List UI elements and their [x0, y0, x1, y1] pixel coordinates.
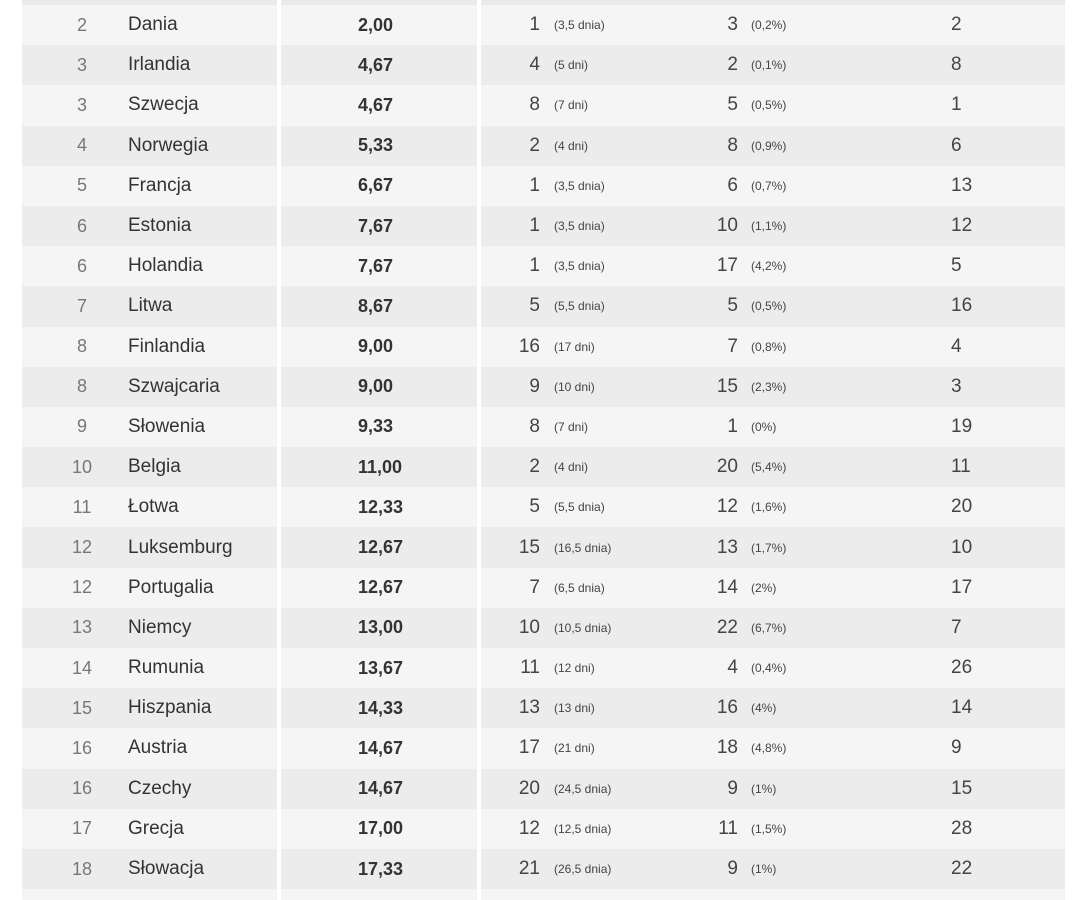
table-row [22, 849, 1065, 889]
country-cell: Portugalia [128, 576, 214, 598]
score-cell: 14,67 [358, 737, 404, 758]
metric2-rank-cell: 15 [716, 375, 738, 397]
score-cell: 9,00 [358, 376, 394, 397]
metric2-note-cell: (1,5%) [751, 821, 787, 836]
ranking-table [22, 0, 1065, 900]
country-cell: Litwa [128, 295, 173, 317]
country-cell: Szwecja [128, 94, 199, 116]
metric2-rank-cell: 5 [727, 94, 738, 116]
metric2-note-cell: (1,6%) [751, 500, 787, 515]
metric2-note-cell: (0%) [751, 419, 777, 434]
metric2-rank-cell: 18 [716, 737, 738, 759]
metric1-note-cell: (24,5 dnia) [554, 781, 612, 796]
metric3-rank-cell: 8 [951, 54, 962, 76]
metric1-rank-cell: 17 [518, 737, 540, 759]
metric1-note-cell: (12 dni) [554, 661, 595, 676]
metric2-note-cell: (4,2%) [751, 259, 787, 274]
metric2-note-cell: (0,7%) [751, 178, 787, 193]
rank-cell: 3 [76, 94, 87, 115]
score-cell: 8,67 [358, 295, 394, 316]
metric2-note-cell: (2%) [751, 580, 777, 595]
rank-cell: 6 [76, 255, 87, 276]
table-row [22, 286, 1065, 326]
table-row [22, 166, 1065, 206]
metric2-note-cell: (1,7%) [751, 540, 787, 555]
metric2-note-cell: (0,5%) [751, 299, 787, 314]
metric1-note-cell: (26,5 dnia) [554, 862, 612, 877]
metric2-note-cell: (0,2%) [751, 18, 787, 33]
rank-cell: 16 [71, 737, 93, 758]
metric1-note-cell: (7 dni) [554, 419, 589, 434]
country-cell: Luksemburg [128, 536, 233, 558]
rank-cell: 11 [72, 496, 92, 517]
metric3-rank-cell: 22 [951, 858, 973, 880]
column-divider [477, 0, 481, 900]
country-cell: Czechy [128, 777, 192, 799]
country-cell: Łotwa [128, 496, 179, 518]
score-cell: 9,33 [358, 416, 394, 437]
table-row [22, 206, 1065, 246]
country-cell: Słowacja [128, 858, 205, 880]
metric1-rank-cell: 1 [529, 174, 540, 196]
metric3-rank-cell: 20 [951, 496, 973, 518]
metric2-note-cell: (0,4%) [751, 661, 787, 676]
metric2-rank-cell: 8 [727, 134, 738, 156]
score-cell: 12,33 [358, 496, 404, 517]
metric1-rank-cell: 2 [529, 134, 540, 156]
metric3-rank-cell: 10 [951, 536, 973, 558]
table-body [22, 5, 1065, 900]
metric2-rank-cell: 9 [727, 777, 738, 799]
score-cell: 7,67 [358, 215, 394, 236]
country-cell: Austria [128, 737, 188, 759]
metric1-note-cell: (21 dni) [554, 741, 595, 756]
table-row [22, 407, 1065, 447]
table-row [22, 728, 1065, 768]
metric2-note-cell: (1,1%) [751, 219, 787, 234]
metric3-rank-cell: 14 [951, 697, 973, 719]
country-cell: Słowenia [128, 415, 206, 437]
rank-cell: 12 [71, 577, 93, 598]
metric3-rank-cell: 9 [951, 737, 962, 759]
metric1-rank-cell: 5 [529, 295, 540, 317]
country-cell: Francja [128, 174, 192, 196]
metric1-rank-cell: 4 [529, 54, 540, 76]
metric1-rank-cell: 1 [529, 215, 540, 237]
metric3-rank-cell: 19 [951, 415, 973, 437]
metric2-rank-cell: 22 [716, 616, 738, 638]
metric2-rank-cell: 1 [727, 415, 738, 437]
table-row [22, 568, 1065, 608]
table-row [22, 809, 1065, 849]
country-cell: Norwegia [128, 134, 209, 156]
metric1-rank-cell: 8 [529, 94, 540, 116]
rank-cell: 18 [71, 858, 93, 879]
table-row [22, 327, 1065, 367]
rank-cell: 15 [71, 697, 93, 718]
metric3-rank-cell: 26 [951, 657, 973, 679]
rank-cell: 16 [71, 778, 93, 799]
country-cell: Irlandia [128, 54, 191, 76]
metric1-note-cell: (7 dni) [554, 98, 589, 113]
score-cell: 7,67 [358, 255, 394, 276]
country-cell: Hiszpania [128, 697, 212, 719]
metric1-note-cell: (5,5 dnia) [554, 299, 605, 314]
metric1-note-cell: (5 dni) [554, 58, 589, 73]
score-cell: 12,67 [358, 537, 404, 558]
metric3-rank-cell: 13 [951, 174, 973, 196]
score-cell: 5,33 [358, 135, 394, 156]
metric2-note-cell: (0,1%) [751, 58, 787, 73]
metric1-rank-cell: 15 [518, 536, 540, 558]
metric1-rank-cell: 10 [518, 616, 540, 638]
rank-cell: 14 [71, 657, 93, 678]
metric1-note-cell: (10 dni) [554, 379, 595, 394]
metric3-rank-cell: 11 [951, 456, 971, 478]
table-row [22, 45, 1065, 85]
table-row [22, 126, 1065, 166]
score-cell: 17,00 [358, 818, 404, 839]
table-row [22, 527, 1065, 567]
country-cell: Estonia [128, 215, 192, 237]
rank-cell: 6 [76, 215, 87, 236]
score-cell: 12,67 [358, 577, 404, 598]
score-cell: 6,67 [358, 175, 394, 196]
metric2-note-cell: (5,4%) [751, 460, 787, 475]
rank-cell: 10 [71, 456, 93, 477]
metric2-note-cell: (0,5%) [751, 98, 787, 113]
metric1-note-cell: (4 dni) [554, 460, 589, 475]
metric2-rank-cell: 6 [727, 174, 738, 196]
metric3-rank-cell: 16 [951, 295, 973, 317]
metric1-rank-cell: 20 [518, 777, 540, 799]
metric1-note-cell: (17 dni) [554, 339, 595, 354]
score-cell: 14,33 [358, 697, 404, 718]
metric3-rank-cell: 3 [951, 375, 962, 397]
metric3-rank-cell: 2 [951, 14, 962, 36]
metric2-rank-cell: 10 [716, 215, 738, 237]
metric1-rank-cell: 1 [529, 255, 540, 277]
score-cell: 17,33 [358, 858, 404, 879]
table-row [22, 769, 1065, 809]
score-cell: 13,00 [358, 617, 404, 638]
metric1-rank-cell [482, 889, 540, 900]
score-cell: 11,00 [358, 456, 403, 477]
metric1-note-cell: (5,5 dnia) [554, 500, 605, 515]
metric1-note-cell: (16,5 dnia) [554, 540, 612, 555]
metric3-rank-cell: 28 [951, 817, 973, 839]
metric2-note-cell: (6,7%) [751, 620, 787, 635]
metric2-rank-cell: 13 [716, 536, 738, 558]
metric2-rank-cell: 9 [727, 858, 738, 880]
table-row [22, 648, 1065, 688]
metric2-rank-cell: 11 [718, 817, 738, 839]
metric2-note-cell: (0,9%) [751, 138, 787, 153]
rank-cell [22, 889, 142, 900]
metric1-note-cell: (10,5 dnia) [554, 620, 612, 635]
metric3-rank-cell: 1 [951, 94, 962, 116]
metric2-note-cell: (1%) [751, 781, 777, 796]
metric1-rank-cell: 5 [529, 496, 540, 518]
metric1-note-cell: (12,5 dnia) [554, 821, 612, 836]
metric2-note-cell: (2,3%) [751, 379, 787, 394]
metric3-rank-cell: 17 [951, 576, 973, 598]
rank-cell: 8 [76, 336, 87, 357]
metric1-note-cell: (4 dni) [554, 138, 589, 153]
metric1-note-cell: (3,5 dnia) [554, 18, 605, 33]
metric1-rank-cell: 2 [529, 456, 540, 478]
country-cell: Grecja [128, 817, 184, 839]
metric2-rank-cell: 16 [716, 697, 738, 719]
country-cell: Dania [128, 14, 178, 36]
rank-cell: 3 [76, 54, 87, 75]
table-row [22, 85, 1065, 125]
metric1-rank-cell: 11 [520, 657, 540, 679]
metric2-rank-cell: 2 [727, 54, 738, 76]
metric1-rank-cell: 12 [518, 817, 540, 839]
metric1-note-cell: (3,5 dnia) [554, 178, 605, 193]
table-row [22, 889, 1065, 900]
rank-cell: 2 [76, 14, 87, 35]
table-row [22, 487, 1065, 527]
metric3-rank-cell: 7 [951, 616, 962, 638]
metric2-rank-cell: 14 [716, 576, 738, 598]
metric2-note-cell: (0,8%) [751, 339, 787, 354]
country-cell: Szwajcaria [128, 375, 220, 397]
metric2-rank-cell: 12 [716, 496, 738, 518]
table-row [22, 688, 1065, 728]
metric3-rank-cell: 6 [951, 134, 962, 156]
rank-cell: 9 [76, 416, 87, 437]
table-row [22, 5, 1065, 45]
metric1-rank-cell: 16 [518, 335, 540, 357]
metric1-rank-cell: 13 [518, 697, 540, 719]
metric2-rank-cell: 7 [727, 335, 738, 357]
rank-cell: 17 [71, 818, 93, 839]
score-cell: 9,00 [358, 336, 394, 357]
score-cell: 4,67 [358, 94, 394, 115]
rank-cell: 13 [71, 617, 93, 638]
metric1-note-cell: (13 dni) [554, 701, 595, 716]
score-cell: 2,00 [358, 14, 394, 35]
score-cell: 4,67 [358, 54, 394, 75]
metric1-rank-cell: 1 [529, 14, 540, 36]
rank-cell: 4 [76, 135, 87, 156]
metric1-note-cell: (3,5 dnia) [554, 259, 605, 274]
country-cell: Holandia [128, 255, 203, 277]
metric2-rank-cell [682, 889, 738, 900]
table-row [22, 367, 1065, 407]
metric2-rank-cell: 5 [727, 295, 738, 317]
metric2-rank-cell: 4 [727, 657, 738, 679]
metric2-note-cell: (4,8%) [751, 741, 787, 756]
country-cell: Belgia [128, 456, 181, 478]
rank-cell: 5 [76, 175, 87, 196]
metric1-rank-cell: 8 [529, 415, 540, 437]
metric2-rank-cell: 17 [716, 255, 738, 277]
table-row [22, 608, 1065, 648]
column-divider [277, 0, 281, 900]
score-cell: 13,67 [358, 657, 404, 678]
rank-cell: 7 [76, 295, 87, 316]
metric1-rank-cell: 7 [529, 576, 540, 598]
table-row [22, 246, 1065, 286]
metric1-note-cell: (6,5 dnia) [554, 580, 605, 595]
score-cell: 14,67 [358, 778, 404, 799]
metric1-note-cell: (3,5 dnia) [554, 219, 605, 234]
metric3-rank-cell: 5 [951, 255, 962, 277]
metric1-rank-cell: 21 [518, 858, 540, 880]
rank-cell: 8 [76, 376, 87, 397]
metric2-rank-cell: 3 [727, 14, 738, 36]
metric3-rank-cell: 4 [951, 335, 962, 357]
metric2-rank-cell: 20 [716, 456, 738, 478]
metric2-note-cell: (4%) [751, 701, 777, 716]
country-cell: Rumunia [128, 657, 205, 679]
rank-cell: 12 [71, 537, 93, 558]
metric3-rank-cell: 15 [951, 777, 973, 799]
metric3-rank-cell: 12 [951, 215, 973, 237]
metric2-note-cell: (1%) [751, 862, 777, 877]
table-row [22, 447, 1065, 487]
country-cell: Finlandia [128, 335, 206, 357]
metric1-rank-cell: 9 [529, 375, 540, 397]
country-cell: Niemcy [128, 616, 192, 638]
